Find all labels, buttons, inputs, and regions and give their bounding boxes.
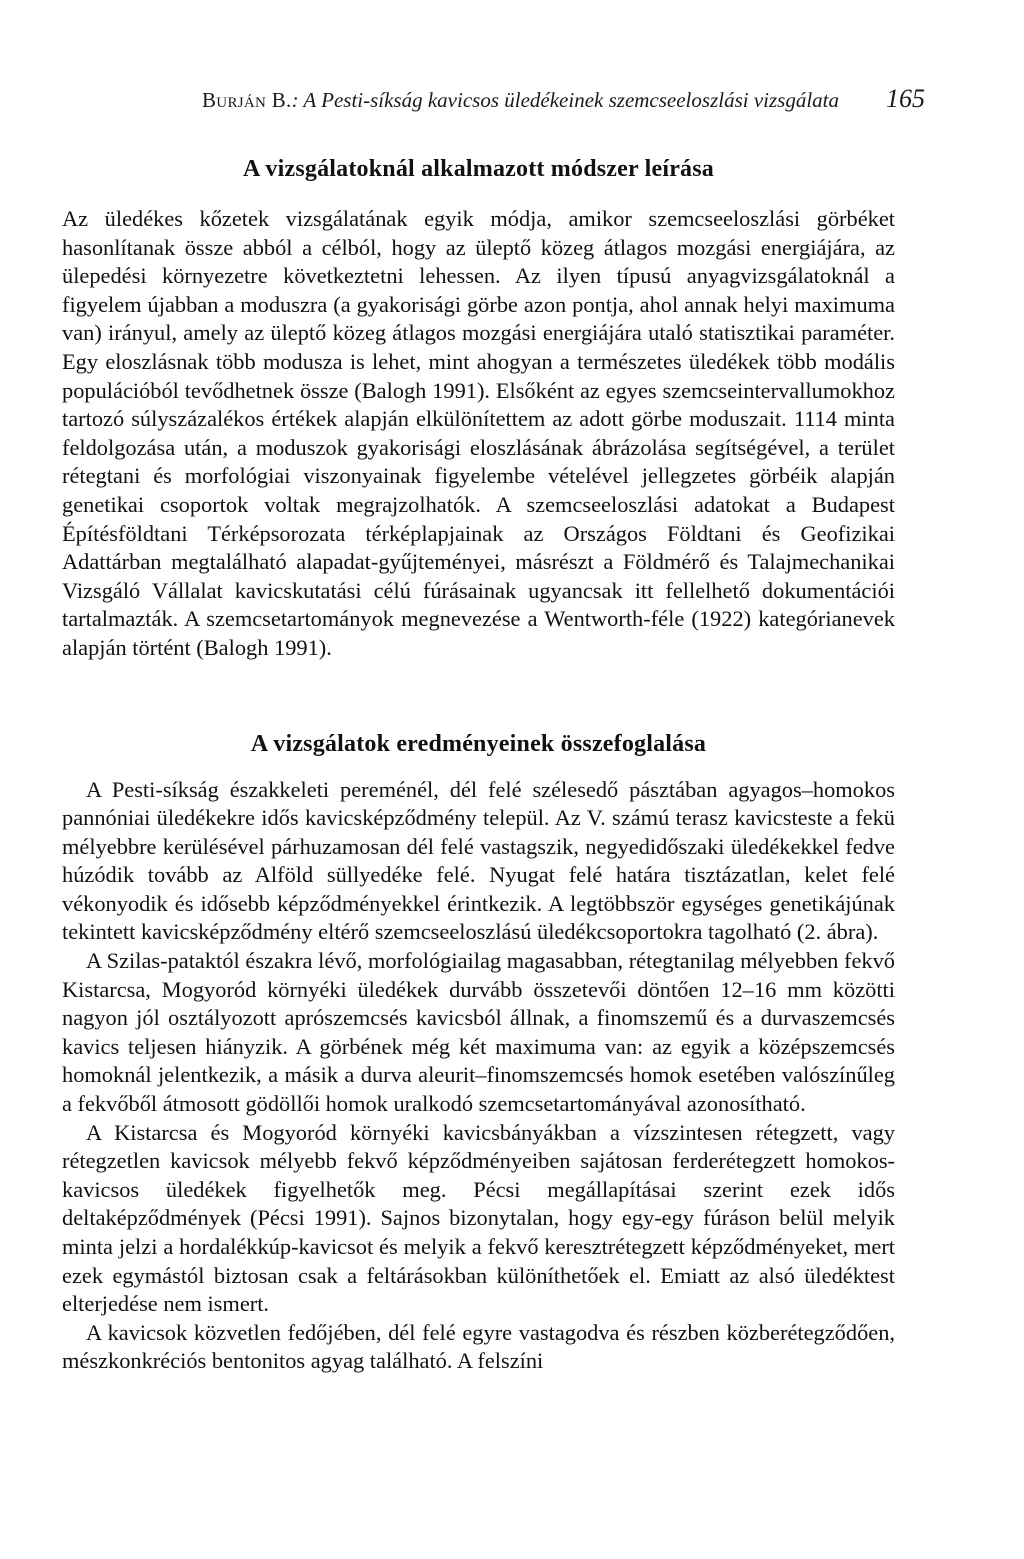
results-paragraph-4: A kavicsok közvetlen fedőjében, dél felé egyre vastagodva és részben közberétegződően, mészkonkréciós bentonitos agyag található. A felszíni [62,1319,895,1374]
running-title [202,88,839,113]
results-paragraph-2: A Szilas-pataktól északra lévő, morfológiailag magasabban, rétegtanilag mélyebben fekvő Kistarcsa, Mogyoród környéki üledékek durvább összetevői döntően 12–16 mm közötti nagyon jól osztályozott aprószemcsés kavicsból állnak, a finomszemű és a durvaszemcsés kavics teljesen hiányzik. A görbének még két maximuma van: az egyik a középszemcsés homoknál jelentkezik, a másik a durva aleurit–finomszemcsés homok esetében valószínűleg a fekvőből átmosott gödöllői homok uralkodó szemcsetartományával azonosítható. [62,948,895,1117]
header-author: Burján B. [202,88,292,112]
section-heading-results: A vizsgálatok eredményeinek összefoglalása [250,730,707,757]
header-article-title: : A Pesti-síkság kavicsos üledékeinek szemcseeloszlási vizsgálata [291,88,839,112]
methods-paragraph: Az üledékes kőzetek vizsgálatának egyik módja, amikor szemcseeloszlási görbéket hasonlítanak össze abból a célból, hogy az üleptő közeg átlagos mozgási energiájára, az ülepedési környezetre következtetni lehessen. Az ilyen típusú anyagvizsgálatoknál a figyelem újabban a moduszra (a gyakorisági görbe azon pontja, ahol annak helyi maximuma van) irányul, amely az üleptő közeg átlagos mozgási energiájára utaló statisztikai paraméter. Egy eloszlásnak több modusza is lehet, mint ahogyan a természetes üledékek több modális populációból tevődhetnek össze (Balogh 1991). Elsőként az egyes szemcseintervallumokhoz tartozó súlyszázalékos értékek alapján elkülönítettem az adott görbe moduszait. 1114 minta feldolgozása után, a moduszok gyakorisági eloszlásának ábrázolása segítségével, a terület rétegtani és morfológiai viszonyainak figyelembe vételével jellegzetes görbéik alapján genetikai csoportok voltak megrajzolhatók. A szemcseeloszlási adatokat a Budapest Építésföldtani Térképsorozata térképlapjainak az Országos Földtani és Geofizikai Adattárban megtalálható alapadat-gyűjteményei, másrészt a Földmérő és Talajmechanikai Vizsgáló Vállalat kavicskutatási célú fúrásainak ugyancsak itt fellelhető dokumentációi tartalmazták. A szemcsetartományok megnevezése a Wentworth-féle (1922) kategórianevek alapján történt (Balogh 1991). [62,206,895,660]
journal-page [62,84,925,1376]
running-header [62,84,925,118]
results-paragraph-3: A Kistarcsa és Mogyoród környéki kavicsbányákban a vízszintesen rétegzett, vagy rétegzetlen kavicsok mélyebb fekvő képződményeiben sajátosan ferderétegzett homokos-kavicsos üledékek figyelhetők meg. Pécsi megállapításai szerint ezek idős deltaképződmények (Pécsi 1991). Sajnos bizonytalan, hogy egy-egy fúráson belül melyik minta jelzi a hordalékkúp-kavicsot és melyik a fekvő keresztrétegzett képződményeket, mert ezek egymástól biztosan csak a feltárásokban különíthetőek el. Emiatt az alsó üledéktest elterjedése nem ismert. [62,1119,895,1317]
results-paragraph-1: A Pesti-síkság északkeleti pereménél, dél felé szélesedő pásztában agyagos–homokos pannóniai üledékekre idős kavicsképződmény települ. Az V. számú terasz kavicsteste a fekü mélyebbre kerülésével párhuzamosan dél felé vastagszik, negyedidőszaki üledékekkel fedve húzódik tovább az Alföld süllyedéke felé. Nyugat felé határa tisztázatlan, kelet felé vékonyodik és idősebb képződményekkel érintkezik. A legtöbbször egységes genetikájúnak tekintett kavicsképződmény eltérő szemcseeloszlású üledékcsoportokra tagolható (2. ábra). [62,776,895,945]
page-number: 165 [886,84,925,113]
section-heading-methods: A vizsgálatoknál alkalmazott módszer leírása [243,156,714,182]
